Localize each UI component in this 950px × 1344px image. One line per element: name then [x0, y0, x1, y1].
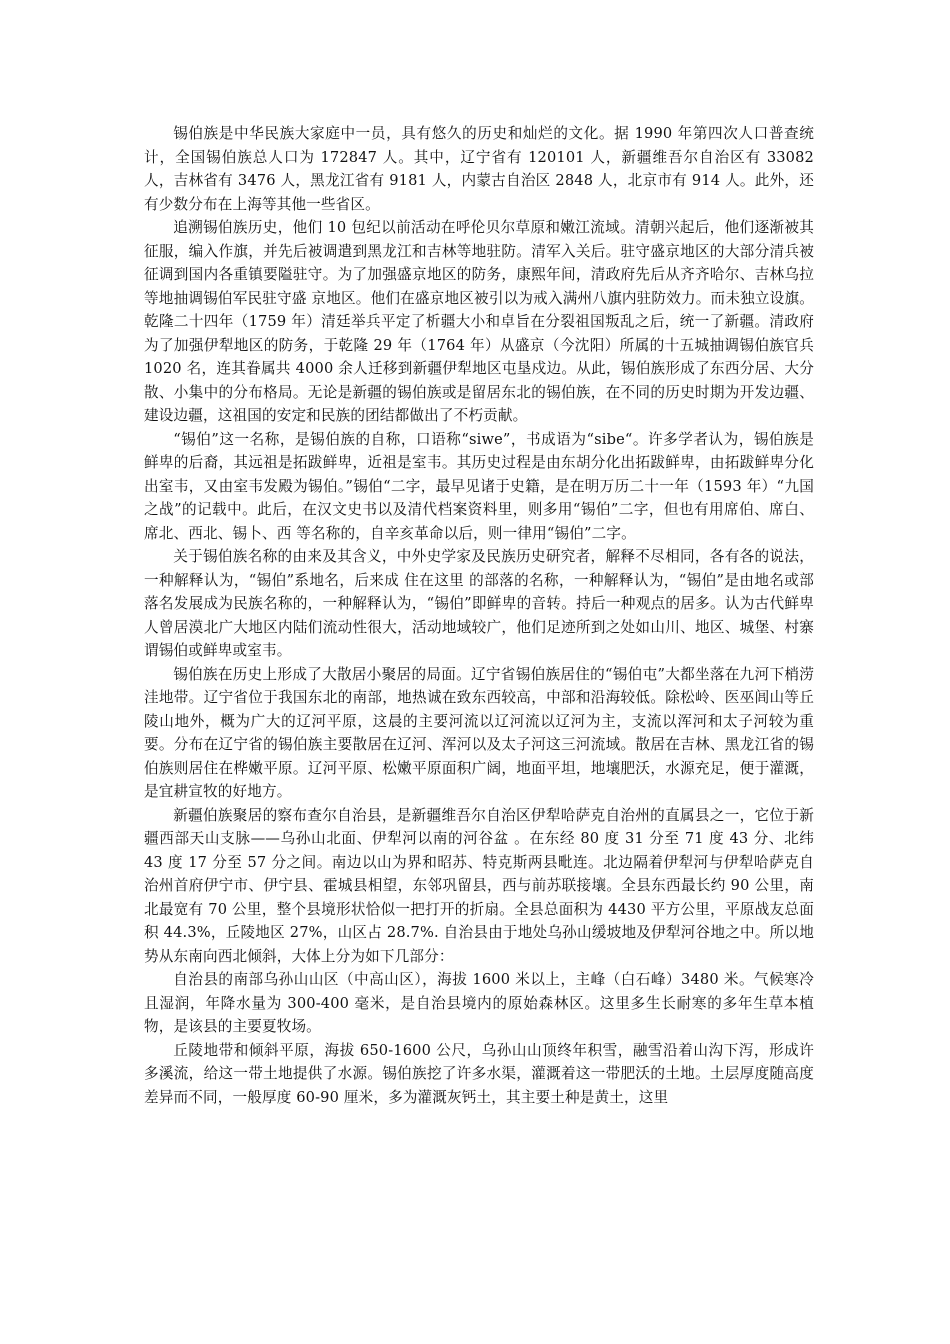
paragraph-mountain-area: 自治县的南部乌孙山山区（中高山区），海拔 1600 米以上，主峰（白石峰）3480 米。气候寒冷且湿润，年降水量为 300-400 毫米，是自治县境内的原始森林区。这里多生长耐寒的多年生草本植物，是该县的主要夏牧场。 — [144, 971, 814, 1035]
paragraph-population: 锡伯族是中华民族大家庭中一员，具有悠久的历史和灿烂的文化。据 1990 年第四次人口普查统计，全国锡伯族总人口为 172847 人。其中，辽宁省有 120101 人，新疆维吾尔自治区有 33082 人，吉林省有 3476 人，黑龙江省有 9181 人，内蒙古自治区 2848 人，北京市有 914 人。此外，还有少数分布在上海等其他一些省区。 — [144, 125, 814, 213]
paragraph-hills-plain: 丘陵地带和倾斜平原，海拔 650-1600 公尺，乌孙山山顶终年积雪，融雪沿着山沟下泻，形成许多溪流，给这一带土地提供了水源。锡伯族挖了许多水渠，灌溉着这一带肥沃的土地。土层厚度随高度差异而不同，一般厚度 60-90 厘米，多为灌溉灰钙土，其主要土种是黄土，这里 — [144, 1041, 814, 1106]
paragraph-name-meaning: 关于锡伯族名称的由来及其含义，中外史学家及民族历史研究者，解释不尽相同，各有各的说法，一种解释认为，“锡伯”系地名，后来成 住在这里 的部落的名称，一种解释认为，“锡伯”是由地名或部落名发展成为民族名称的，一种解释认为，“锡伯”即鲜卑的音转。持后一种观点的居多。认为古代鲜卑人曾居漠北广大地区内陆们流动性很大，活动地域较广，他们足迹所到之处如山川、地区、城堡、村寨谓锡伯或鲜卑或室韦。 — [144, 548, 814, 659]
paragraph-qapqal-county: 新疆伯族聚居的察布查尔自治县，是新疆维吾尔自治区伊犁哈萨克自治州的直属县之一，它位于新疆西部天山支脉——乌孙山北面、伊犁河以南的河谷盆 。在东经 80 度 31 分至 71 度 43 分、北纬 43 度 17 分至 57 分之间。南边以山为界和昭苏、特克斯两县毗连。北边隔着伊犁河与伊犁哈萨克自治州首府伊宁市、伊宁县、霍城县相望，东邻巩留县，西与前苏联接壤。全县东西最长约 90 公里，南北最宽有 70 公里，整个县境形状恰似一把打开的折扇。全县总面积为 4430 平方公里，平原战友总面积 44.3%，丘陵地区 27%，山区占 28.7%. 自治县由于地处乌孙山缓坡地及伊犁河谷地之中。所以地势从东南向西北倾斜，大体上分为如下几部分： — [144, 806, 814, 965]
paragraph-history: 追溯锡伯族历史，他们 10 包纪以前活动在呼伦贝尔草原和嫩江流域。清朝兴起后，他们逐渐被其征服，编入作旗，并先后被调遣到黑龙江和吉林等地驻防。清军入关后。驻守盛京地区的大部分清兵被征调到国内各重镇要隘驻守。为了加强盛京地区的防务，康熙年间，清政府先后从齐齐哈尔、吉林乌拉等地抽调锡伯军民驻守盛 京地区。他们在盛京地区被引以为戒入满州八旗内驻防效力。而未独立设旗。乾隆二十四年（1759 年）清廷举兵平定了析疆大小和卓旨在分裂祖国叛乱之后，统一了新疆。清政府为了加强伊犁地区的防务，于乾隆 29 年（1764 年）从盛京（今沈阳）所属的十五城抽调锡伯族官兵 1020 名，连其眷属共 4000 余人迁移到新疆伊犁地区屯垦戍边。从此，锡伯族形成了东西分居、大分散、小集中的分布格局。无论是新疆的锡伯族或是留居东北的锡伯族，在不同的历史时期为开发边疆、建设边疆，这祖国的安定和民族的团结都做出了不朽贡献。 — [144, 219, 814, 424]
document-page — [144, 122, 814, 1109]
paragraph-name-origin: “锡伯”这一名称，是锡伯族的自称，口语称“siwe”，书成语为“sibe“。许多学者认为，锡伯族是鲜卑的后裔，其远祖是拓跋鲜卑，近祖是室韦。其历史过程是由东胡分化出拓跋鲜卑，由拓跋鲜卑分化出室韦，又由室韦发殿为锡伯。”锡伯“二字，最早见诸于史籍，是在明万历二十一年（1593 年）“九国之战”的记载中。此后，在汉文史书以及清代档案资料里，则多用“锡伯”二字，但也有用席伯、席白、席北、西北、锡卜、西 等名称的，自辛亥革命以后，则一律用“锡伯”二字。 — [144, 430, 814, 542]
paragraph-liaoning-distribution: 锡伯族在历史上形成了大散居小聚居的局面。辽宁省锡伯族居住的“锡伯屯”大都坐落在九河下梢涝洼地带。辽宁省位于我国东北的南部，地热诚在致东西较高，中部和沿海较低。除松岭、医巫闾山等丘陵山地外，概为广大的辽河平原，这晨的主要河流以辽河流以辽河为主，支流以浑河和太子河较为重要。分布在辽宁省的锡伯族主要散居在辽河、浑河以及太子河这三河流域。散居在吉林、黑龙江省的锡伯族则居住在桦嫩平原。辽河平原、松嫩平原面积广阔，地面平坦，地壤肥沃，水源充足，便于灌溉，是宜耕宣牧的好地方。 — [144, 665, 814, 800]
